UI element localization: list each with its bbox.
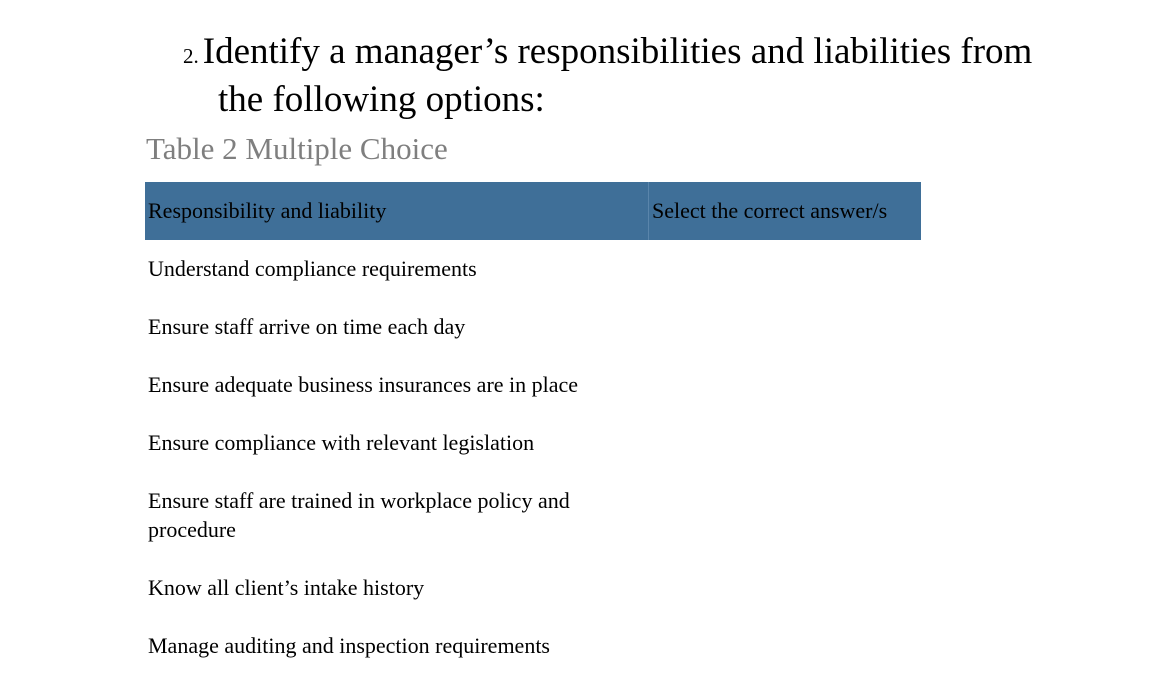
answer-cell[interactable] (649, 617, 922, 675)
question (183, 30, 1032, 122)
table-row (145, 240, 921, 298)
question-text-line1: Identify a manager’s responsibilities and liabilities from (202, 31, 1033, 72)
answer-cell[interactable] (649, 414, 922, 472)
responsibility-cell: Ensure staff are trained in workplace policy and procedure (148, 488, 570, 542)
table-caption: Table 2 Multiple Choice (146, 131, 448, 166)
responsibility-cell: Manage auditing and inspection requirements (148, 633, 550, 658)
question-number: 2. (183, 44, 199, 68)
responsibility-cell: Ensure staff arrive on time each day (148, 314, 466, 339)
answer-cell[interactable] (649, 356, 922, 414)
table-header-row (145, 182, 921, 240)
table-row (145, 617, 921, 675)
responsibility-cell: Understand compliance requirements (148, 256, 477, 281)
table-row (145, 472, 921, 559)
table-row (145, 414, 921, 472)
table-row (145, 356, 921, 414)
column-header-responsibility: Responsibility and liability (145, 182, 649, 240)
question-text-line2: the following options: (218, 79, 545, 120)
table-row (145, 559, 921, 617)
answer-cell[interactable] (649, 559, 922, 617)
responsibility-cell: Ensure compliance with relevant legislation (148, 430, 535, 455)
answer-cell[interactable] (649, 472, 922, 559)
multiple-choice-table (145, 182, 921, 675)
column-header-answer: Select the correct answer/s (649, 182, 922, 240)
responsibility-cell: Know all client’s intake history (148, 575, 425, 600)
answer-cell[interactable] (649, 240, 922, 298)
answer-cell[interactable] (649, 298, 922, 356)
table-row (145, 298, 921, 356)
responsibility-cell: Ensure adequate business insurances are in place (148, 372, 579, 397)
